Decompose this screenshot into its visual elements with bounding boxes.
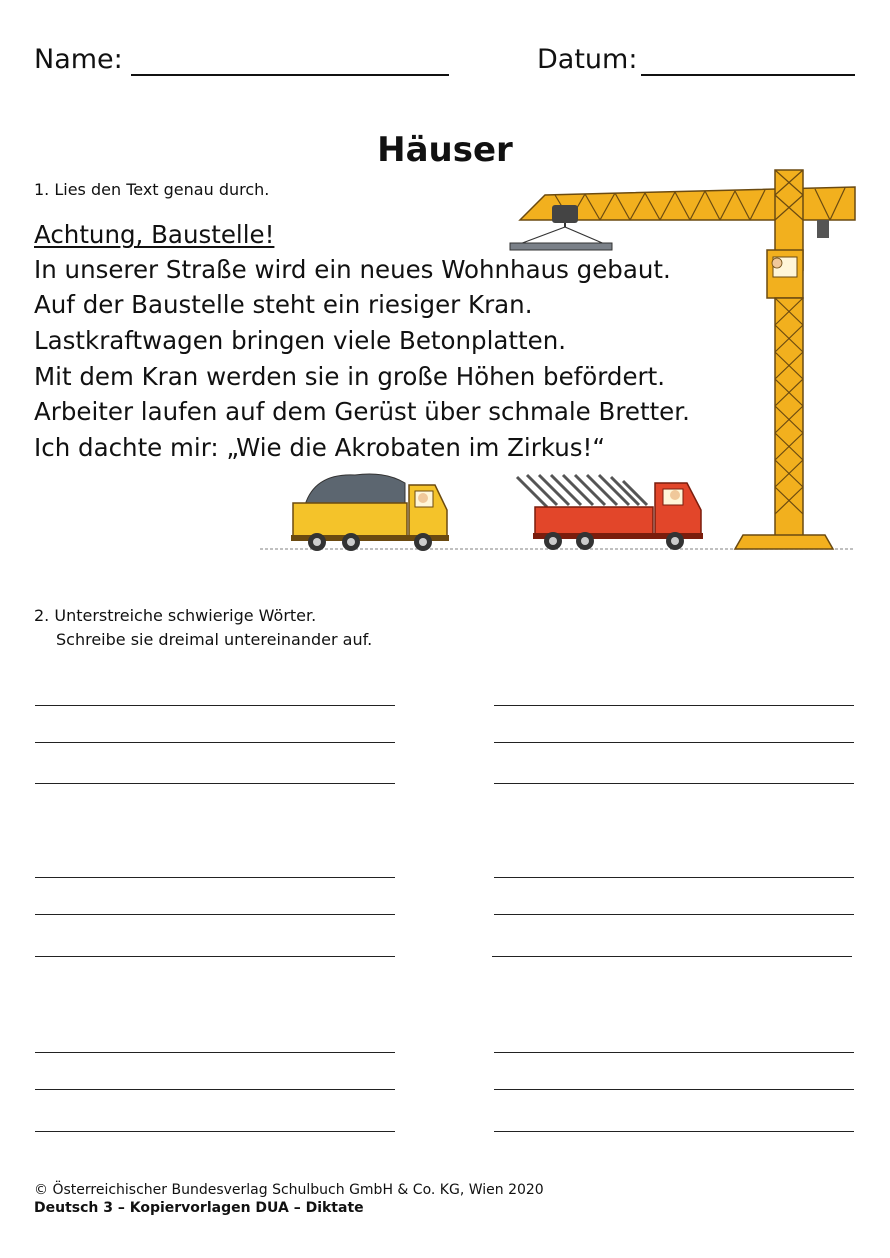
story-line: Ich dachte mir: „Wie die Akrobaten im Zirkus!“ xyxy=(34,433,606,462)
dump-truck-icon xyxy=(291,474,449,551)
writing-line[interactable] xyxy=(492,956,852,957)
task-2-instruction-line-1: 2. Unterstreiche schwierige Wörter. xyxy=(34,606,317,625)
writing-line[interactable] xyxy=(35,1131,395,1132)
writing-line[interactable] xyxy=(35,956,395,957)
writing-line[interactable] xyxy=(35,705,395,706)
writing-line[interactable] xyxy=(494,877,854,878)
story-line: Auf der Baustelle steht ein riesiger Kran. xyxy=(34,290,533,319)
writing-line[interactable] xyxy=(494,1089,854,1090)
writing-line[interactable] xyxy=(35,742,395,743)
writing-line[interactable] xyxy=(494,914,854,915)
footer-copyright: © Österreichischer Bundesverlag Schulbuch GmbH & Co. KG, Wien 2020 xyxy=(34,1182,544,1198)
story-line: Lastkraftwagen bringen viele Betonplatten. xyxy=(34,326,567,355)
task-1-instruction: 1. Lies den Text genau durch. xyxy=(34,180,270,199)
writing-line[interactable] xyxy=(494,742,854,743)
footer-series: Deutsch 3 – Kopiervorlagen DUA – Diktate xyxy=(34,1200,364,1216)
name-label: Name: xyxy=(34,44,123,75)
task-2-instruction-line-2: Schreibe sie dreimal untereinander auf. xyxy=(56,630,373,649)
writing-line[interactable] xyxy=(35,1089,395,1090)
story-line: Mit dem Kran werden sie in große Höhen befördert. xyxy=(34,362,666,391)
writing-line[interactable] xyxy=(35,783,395,784)
writing-line[interactable] xyxy=(494,1052,854,1053)
writing-line[interactable] xyxy=(35,914,395,915)
story-heading: Achtung, Baustelle! xyxy=(34,220,275,249)
story-line: Arbeiter laufen auf dem Gerüst über schmale Bretter. xyxy=(34,397,690,426)
writing-line[interactable] xyxy=(494,1131,854,1132)
writing-line[interactable] xyxy=(494,705,854,706)
writing-line[interactable] xyxy=(494,783,854,784)
page-title: Häuser xyxy=(377,130,513,170)
date-label: Datum: xyxy=(537,44,638,75)
writing-line[interactable] xyxy=(35,1052,395,1053)
writing-line[interactable] xyxy=(35,877,395,878)
flatbed-truck-icon xyxy=(517,475,703,550)
story-line: In unserer Straße wird ein neues Wohnhaus gebaut. xyxy=(34,255,671,284)
name-field[interactable] xyxy=(131,74,449,76)
date-field[interactable] xyxy=(641,74,855,76)
